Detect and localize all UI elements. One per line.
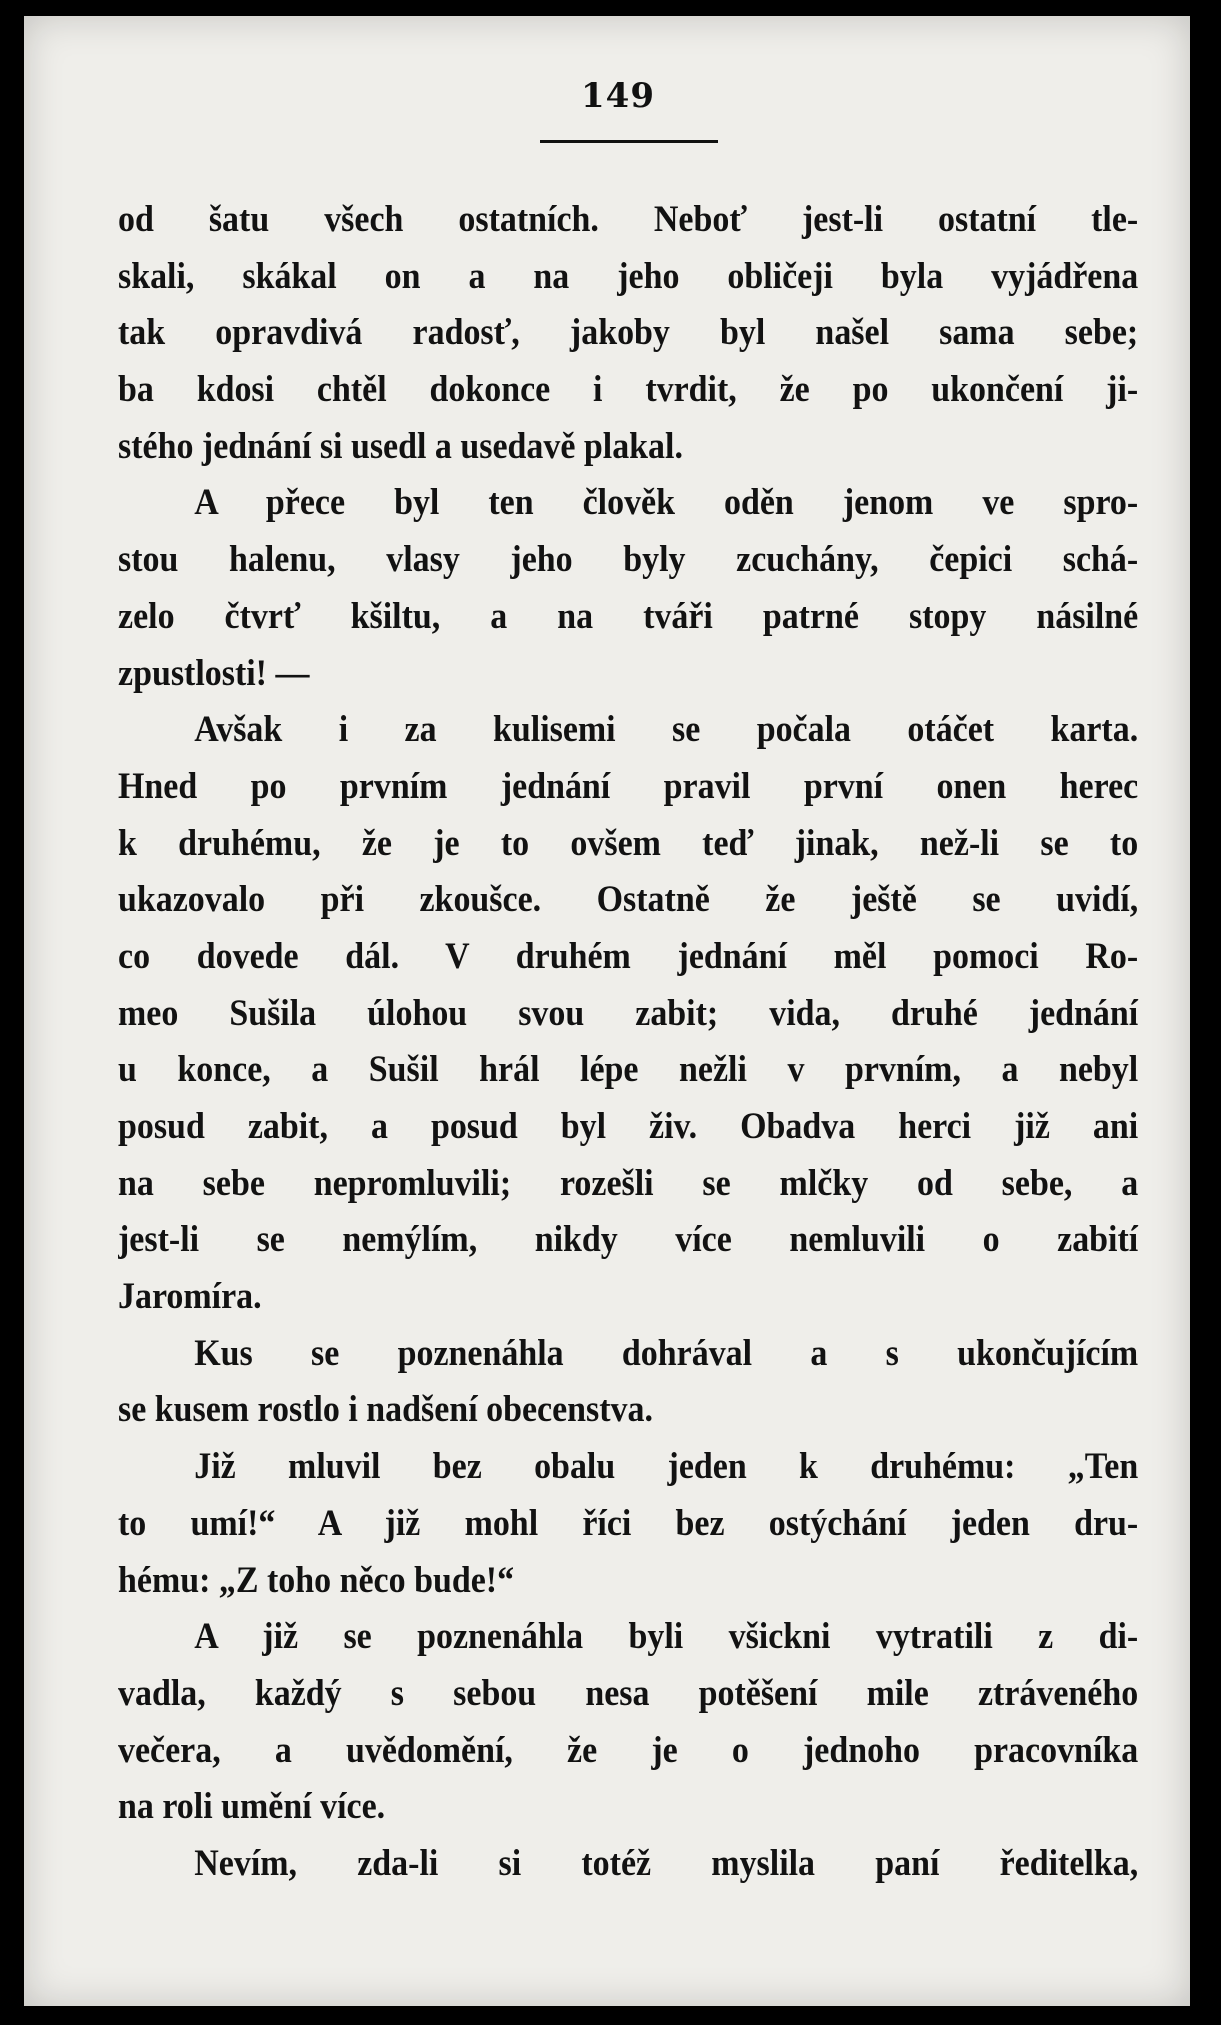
text-line: Kus se poznenáhla dohrával a s ukončujícím (194, 1331, 1139, 1373)
book-page (24, 16, 1190, 2006)
text-line: Již mluvil bez obalu jeden k druhému: „Ten (194, 1445, 1139, 1487)
page-number-rule (540, 140, 718, 143)
text-line: Nevím, zda-li si totéž myslila paní ředitelka, (194, 1841, 1139, 1883)
text-line: večera, a uvědomění, že je o jednoho pracovníka (118, 1728, 1139, 1770)
text-line: jest-li se nemýlím, nikdy více nemluvili o zabití (118, 1218, 1139, 1260)
text-line: u konce, a Sušil hrál lépe nežli v prvním, a nebyl (118, 1048, 1139, 1090)
body-text (118, 191, 1139, 1892)
text-line: Jaromíra. (118, 1275, 262, 1317)
text-line: ukazovalo při zkoušce. Ostatně že ještě se uvidí, (118, 878, 1139, 920)
text-line: zpustlosti! — (118, 651, 310, 693)
text-line: stou halenu, vlasy jeho byly zcuchány, čepici schá- (118, 538, 1139, 580)
text-line: skali, skákal on a na jeho obličeji byla vyjádřena (118, 254, 1139, 296)
text-line: A přece byl ten člověk oděn jenom ve spro- (194, 481, 1139, 523)
text-line: ba kdosi chtěl dokonce i tvrdit, že po ukončení ji- (118, 368, 1139, 410)
text-line: zelo čtvrť kšiltu, a na tváři patrné stopy násilné (118, 594, 1139, 636)
text-line: se kusem rostlo i nadšení obecenstva. (118, 1388, 653, 1430)
text-line: k druhému, že je to ovšem teď jinak, než-li se to (118, 821, 1139, 863)
text-line: Hned po prvním jednání pravil první onen herec (118, 764, 1139, 806)
page-number: 149 (581, 76, 655, 116)
text-line: vadla, každý s sebou nesa potěšení mile ztráveného (118, 1671, 1139, 1713)
text-line: co dovede dál. V druhém jednání měl pomoci Ro- (118, 934, 1139, 976)
text-line: hému: „Z toho něco bude!“ (118, 1558, 515, 1600)
text-line: na sebe nepromluvili; rozešli se mlčky od sebe, a (118, 1161, 1139, 1203)
page-number-container (518, 76, 718, 116)
text-line: tak opravdivá radosť, jakoby byl našel sama sebe; (118, 311, 1139, 353)
text-line: meo Sušila úlohou svou zabit; vida, druhé jednání (118, 991, 1139, 1033)
text-line: Avšak i za kulisemi se počala otáčet karta. (194, 708, 1139, 750)
text-line: stého jednání si usedl a usedavě plakal. (118, 424, 683, 466)
text-line: na roli umění více. (118, 1785, 386, 1827)
text-line: A již se poznenáhla byli všickni vytratili z di- (194, 1615, 1139, 1657)
text-line: to umí!“ A již mohl říci bez ostýchání jeden dru- (118, 1501, 1139, 1543)
text-line: posud zabit, a posud byl živ. Obadva herci již ani (118, 1105, 1139, 1146)
text-line: od šatu všech ostatních. Neboť jest-li ostatní tle- (118, 198, 1139, 239)
